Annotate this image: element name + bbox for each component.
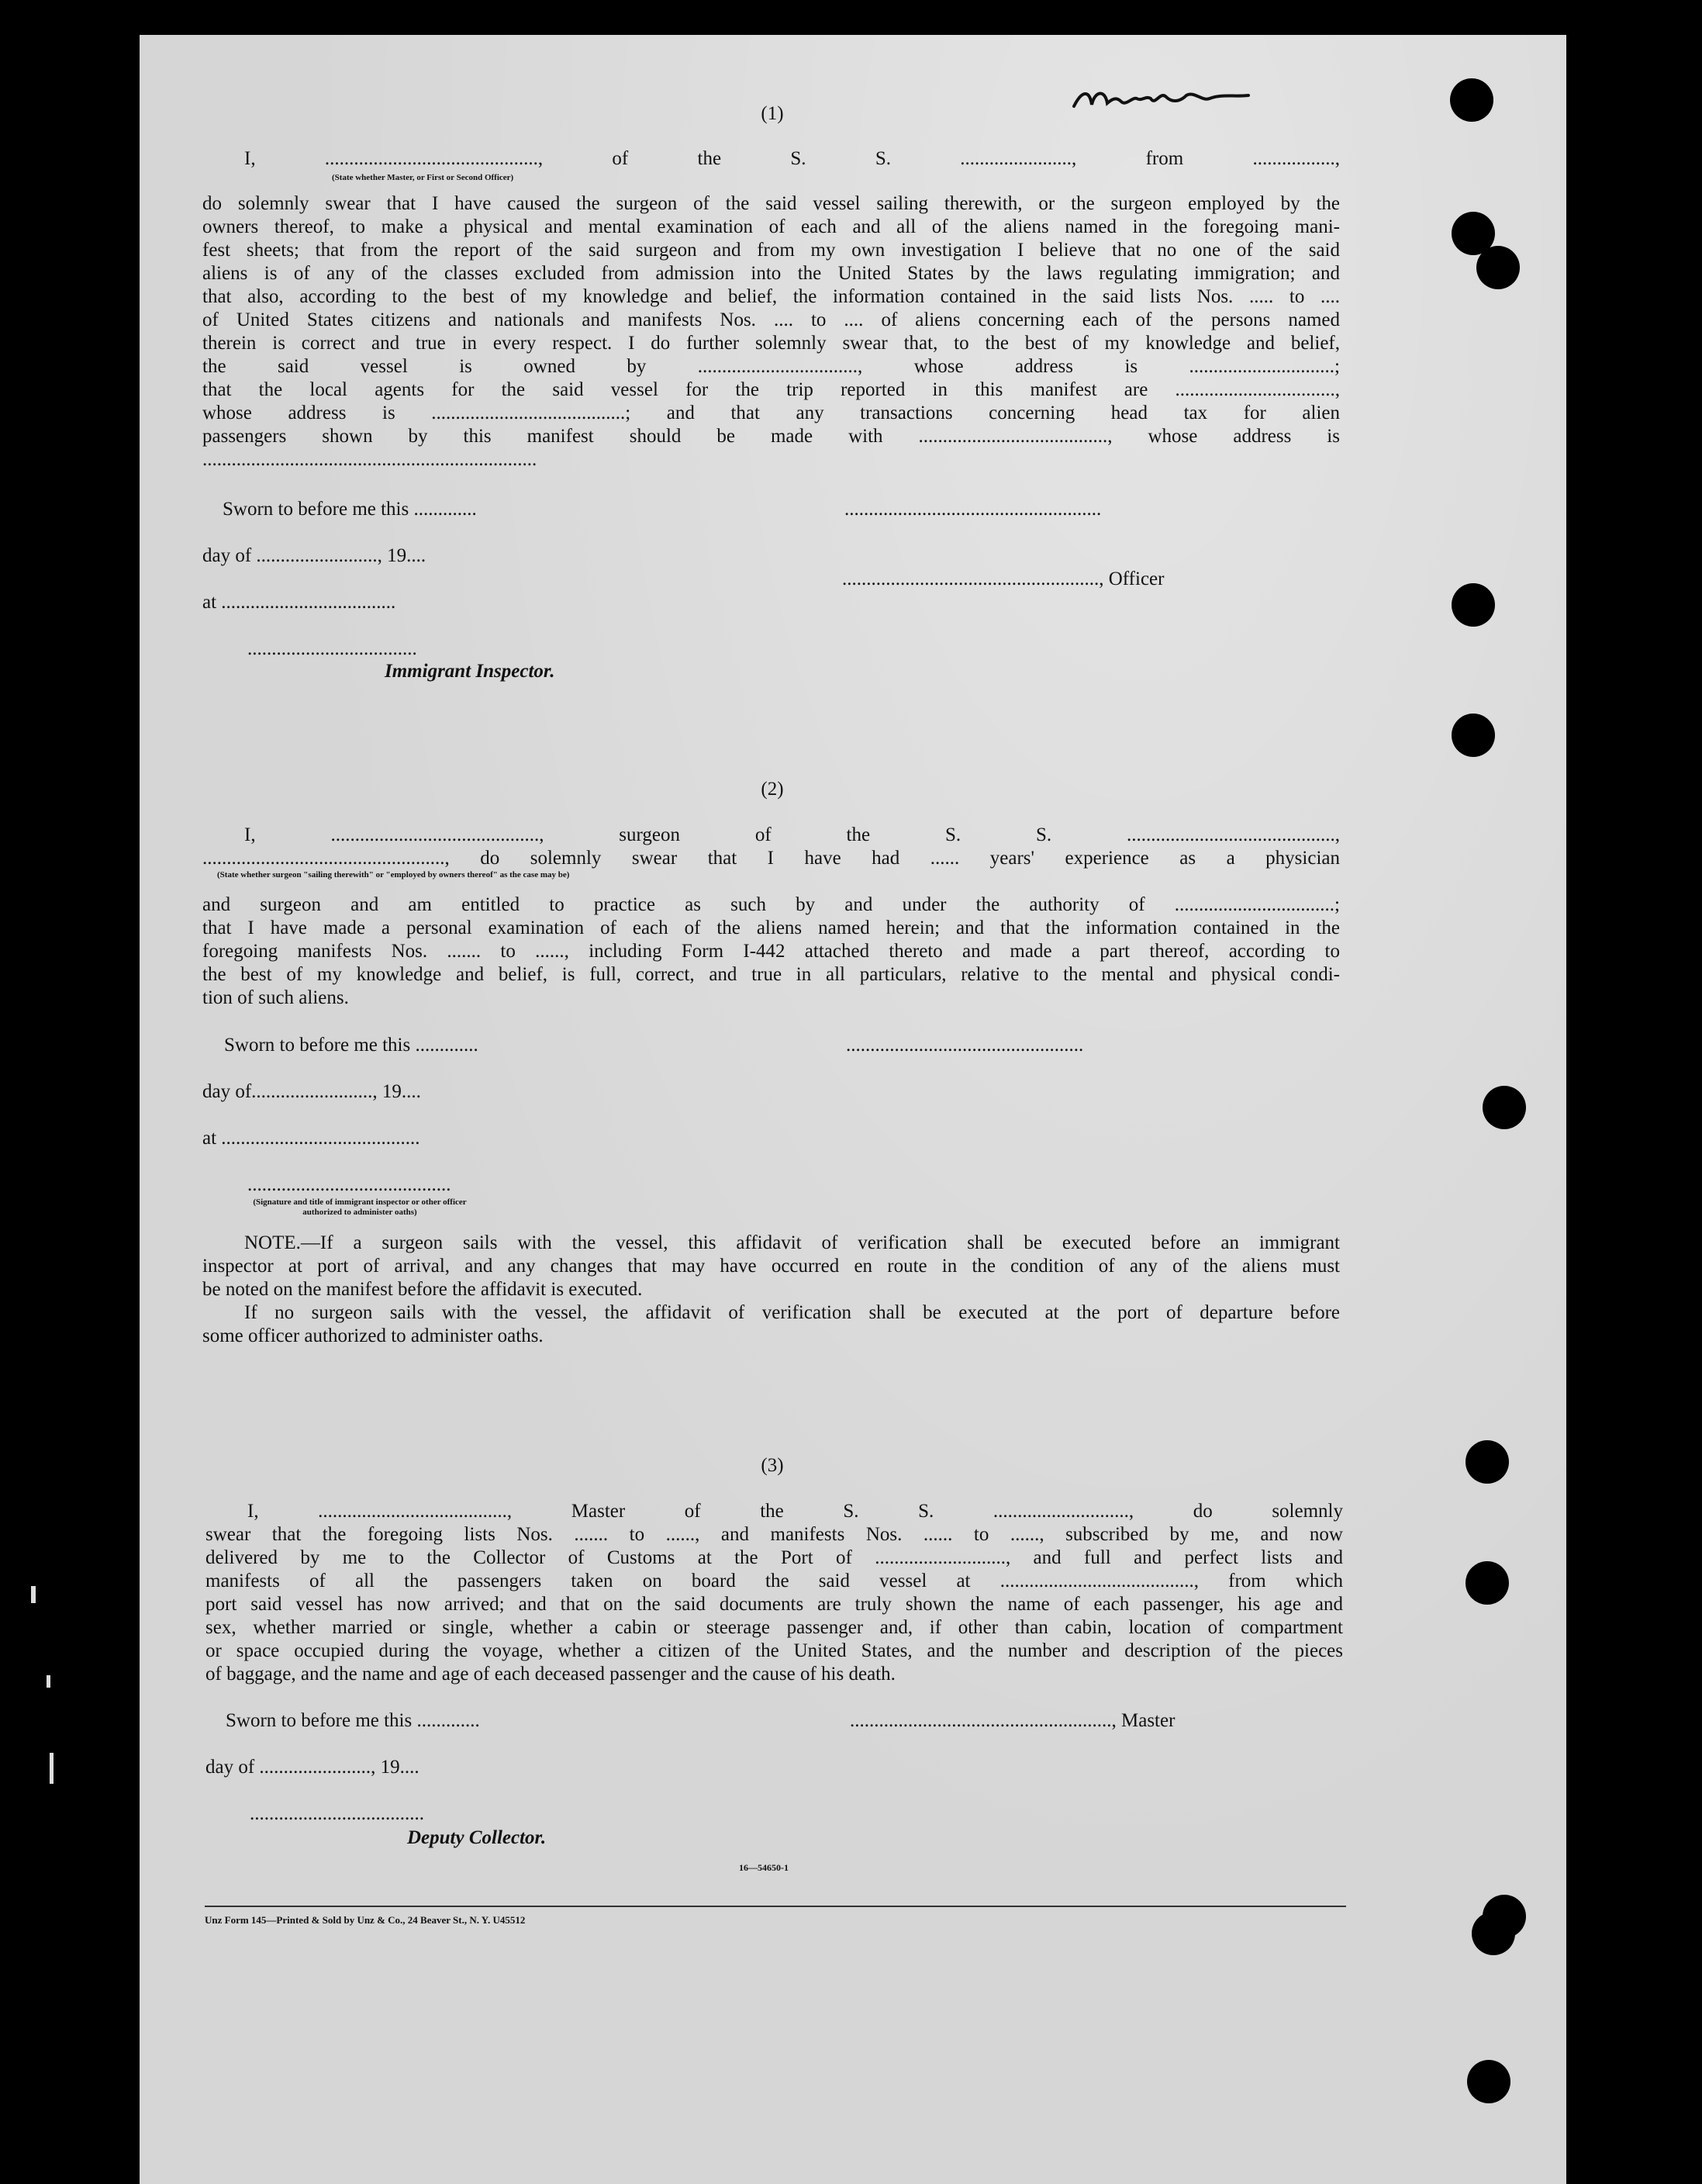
s1-officer-line: ....................................................., Officer [842, 568, 1165, 589]
s2-body-1: that I have made a personal examination of each of the aliens named herein; and that the information contained in the [202, 917, 1340, 938]
s3-body-2: delivered by me to the Collector of Customs at the Port of ..........................., and full and perfect lists and [205, 1547, 1343, 1568]
s1-line1: I, ............................................, of the S. S. ......................., from ................., [244, 148, 1340, 169]
s2-body-3: the best of my knowledge and belief, is full, correct, and true in all particulars, relative to the mental and physical condi- [202, 964, 1340, 985]
s3-body-5: sex, whether married or single, whether a cabin or steerage passenger and, if other than cabin, location of compartment [205, 1617, 1343, 1638]
footer-printer: Unz Form 145—Printed & Sold by Unz & Co., 24 Beaver St., N. Y. U45512 [205, 1914, 526, 1926]
s2-day-of: day of........................., 19.... [202, 1081, 421, 1102]
form-number: 16—54650-1 [739, 1862, 789, 1873]
s3-body-0: I, ......................................., Master of the S. S. ............................, do solemnly [247, 1501, 1343, 1522]
s1-body-10: passengers shown by this manifest should be made with ......................................., whose address is [202, 426, 1340, 447]
s2-body-2: foregoing manifests Nos. ....... to ......, including Form I-442 attached thereto and made a part thereof, according to [202, 941, 1340, 962]
s3-master-line: ......................................................, Master [850, 1710, 1176, 1731]
s3-body-4: port said vessel has now arrived; and that on the said documents are truly shown the name of each passenger, his age and [205, 1594, 1343, 1615]
scan-artifact [31, 1586, 36, 1603]
scan-artifact [47, 1675, 50, 1688]
section-1-number: (1) [761, 103, 784, 124]
s3-sworn: Sworn to before me this ............. [226, 1710, 480, 1731]
punch-hole [1467, 2060, 1510, 2103]
s1-body-2: fest sheets; that from the report of the said surgeon and from my own investigation I believe that no one of the said [202, 240, 1340, 261]
s2-line2-note: (State whether surgeon "sailing therewith" or "employed by owners thereof" as the case may be) [217, 870, 570, 879]
s1-body-5: of United States citizens and nationals and manifests Nos. .... to .... of aliens concerning each of the persons named [202, 309, 1340, 330]
s1-body-9: whose address is ........................................; and that any transactions concerning head tax for alien [202, 403, 1340, 423]
s1-body-0: do solemnly swear that I have caused the surgeon of the said vessel sailing therewith, or the surgeon employed by the [202, 193, 1340, 214]
s2-sig-line-left: .......................................... [247, 1174, 451, 1195]
s1-body-4: that also, according to the best of my knowledge and belief, the information contained in the said lists Nos. ..... to .... [202, 286, 1340, 307]
s2-sworn: Sworn to before me this ............. [224, 1035, 478, 1056]
s1-body-3: aliens is of any of the classes excluded from admission into the United States by the laws regulating immigration; and [202, 263, 1340, 284]
section-2-number: (2) [761, 779, 784, 800]
s3-deputy-collector: Deputy Collector. [407, 1827, 547, 1848]
s2-note2-last: some officer authorized to administer oaths. [202, 1325, 544, 1346]
s3-sig-line-left: .................................... [250, 1803, 424, 1824]
s1-body-7: the said vessel is owned by ................................., whose address is ..............................; [202, 356, 1340, 377]
section-3-number: (3) [761, 1455, 784, 1476]
s3-body-last: of baggage, and the name and age of each deceased passenger and the cause of his death. [205, 1664, 896, 1685]
s1-sworn: Sworn to before me this ............. [223, 499, 477, 520]
s3-day-of: day of ......................., 19.... [205, 1757, 419, 1778]
s1-line1-note: (State whether Master, or First or Second Officer) [332, 173, 514, 182]
s1-body-last: ..................................................................... [202, 449, 537, 470]
s2-body-last: tion of such aliens. [202, 987, 349, 1008]
s2-sig-note: (Signature and title of immigrant inspector or other officer authorized to administer oaths) [253, 1197, 467, 1217]
punch-hole [1466, 1561, 1509, 1605]
s2-sig-line-right: ................................................. [846, 1035, 1084, 1056]
punch-hole [1476, 246, 1520, 289]
s2-note-1: inspector at port of arrival, and any changes that may have occurred en route in the condition of any of the aliens must [202, 1256, 1340, 1277]
s3-body-6: or space occupied during the voyage, whether a citizen of the United States, and the number and description of the pieces [205, 1640, 1343, 1661]
s3-body-1: swear that the foregoing lists Nos. ....... to ......, and manifests Nos. ...... to ......, subscribed by me, and now [205, 1524, 1343, 1545]
s2-note-0: NOTE.—If a surgeon sails with the vessel, this affidavit of verification shall be executed before an immigrant [244, 1232, 1340, 1253]
punch-hole [1483, 1086, 1526, 1129]
s1-sig-line-left: ................................... [247, 638, 417, 659]
punch-hole [1452, 714, 1495, 757]
s1-body-6: therein is correct and true in every respect. I do further solemnly swear that, to the best of my knowledge and belief, [202, 333, 1340, 354]
punch-hole [1466, 1440, 1509, 1484]
scan-artifact [50, 1753, 54, 1784]
s2-note2-0: If no surgeon sails with the vessel, the affidavit of verification shall be executed at the port of departure before [244, 1302, 1340, 1323]
s2-line2: .................................................., do solemnly swear that I have had ...... years' experience as a physician [202, 848, 1340, 869]
punch-hole [1483, 1895, 1526, 1938]
s1-sig-line-right: ..................................................... [844, 499, 1102, 520]
s1-at: at .................................... [202, 592, 396, 613]
s2-note-last: be noted on the manifest before the affidavit is executed. [202, 1279, 643, 1300]
s2-at: at ......................................... [202, 1128, 420, 1149]
punch-hole [1450, 78, 1493, 122]
s2-body-0: and surgeon and am entitled to practice as such by and under the authority of .................................; [202, 894, 1340, 915]
s1-body-8: that the local agents for the said vessel for the trip reported in this manifest are ................................., [202, 379, 1340, 400]
s3-body-3: manifests of all the passengers taken on board the said vessel at ........................................, from which [205, 1571, 1343, 1591]
footer-rule [205, 1906, 1346, 1907]
s1-day-of: day of ........................., 19.... [202, 545, 426, 566]
punch-hole [1452, 583, 1495, 627]
s1-body-1: owners thereof, to make a physical and mental examination of each and all of the aliens named in the foregoing mani- [202, 216, 1340, 237]
s2-line1: I, ..........................................., surgeon of the S. S. ..........................................., [244, 824, 1340, 845]
s1-immigrant-inspector: Immigrant Inspector. [385, 661, 555, 682]
document-page [140, 35, 1566, 2184]
